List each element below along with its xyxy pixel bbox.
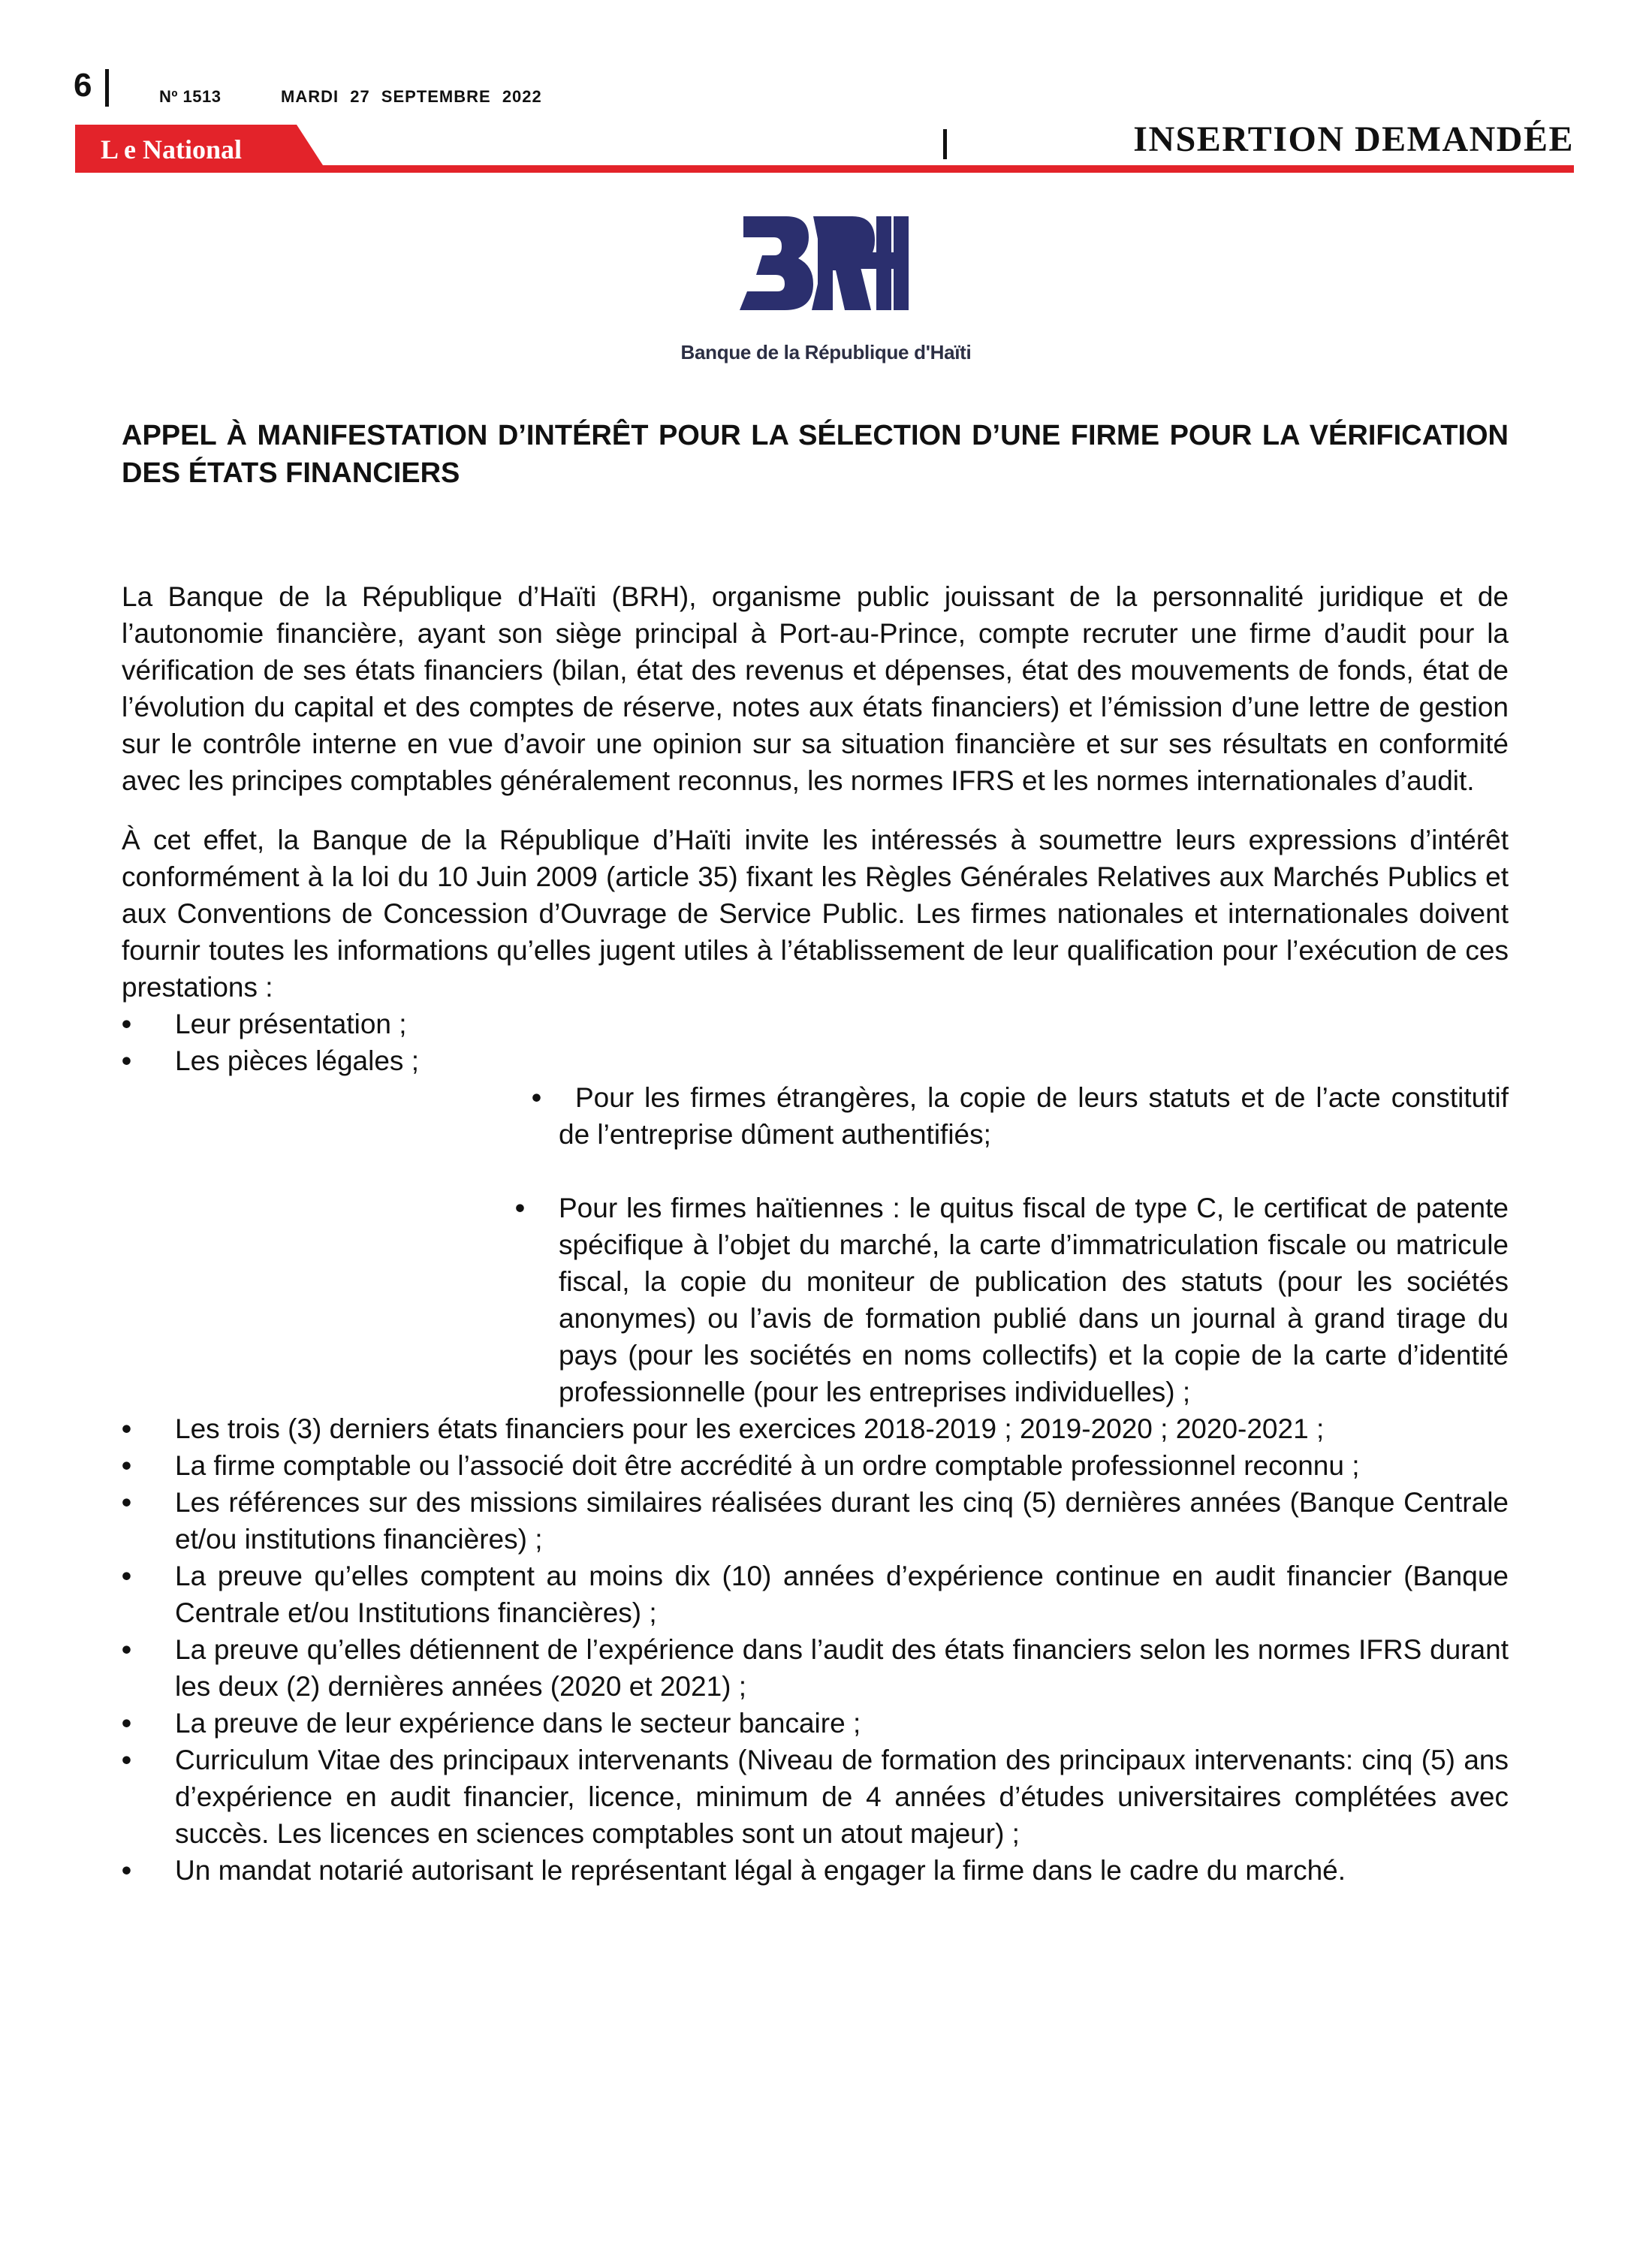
list-item: • La preuve qu’elles détiennent de l’expérience dans l’audit des états financiers selon les normes IFRS durant les deux (2) dernières années (2020 et 2021) ;	[122, 1631, 1509, 1705]
page-number: 6	[74, 67, 92, 104]
list-item: • Les trois (3) derniers états financiers pour les exercices 2018-2019 ; 2019-2020 ; 2020-2021 ;	[122, 1410, 1509, 1447]
brh-logo-icon	[740, 216, 909, 310]
list-item: • La preuve qu’elles comptent au moins dix (10) années d’expérience continue en audit financier (Banque Centrale et/ou Institutions financières) ;	[122, 1558, 1509, 1631]
paragraph-intro: La Banque de la République d’Haïti (BRH), organisme public jouissant de la personnalité juridique et de l’autonomie financière, ayant son siège principal à Port-au-Prince, compte recruter une firme d’audit pour la vérification de ses états financiers (bilan, état des revenus et dépenses, état des mouvements de fonds, état de l’évolution du capital et des comptes de réserve, notes aux états financiers) et l’émission d’une lettre de gestion sur le contrôle interne en vue d’avoir une opinion sur sa situation financière et sur ses résultats en conformité avec les principes comptables généralement reconnus, les normes IFRS et les normes internationales d’audit.	[122, 581, 1509, 796]
list-item: • Curriculum Vitae des principaux intervenants (Niveau de formation des principaux intervenants: cinq (5) ans d’expérience en audit financier, licence, minimum de 4 années d’études universitaires complétées avec succès. Les licences en sciences comptables sont un atout majeur) ;	[122, 1742, 1509, 1852]
logo-caption: Banque de la République d'Haïti	[680, 341, 972, 363]
paragraph-invitation: À cet effet, la Banque de la République d’Haïti invite les intéressés à soumettre leurs expressions d’intérêt conformément à la loi du 10 Juin 2009 (article 35) fixant les Règles Générales Relatives aux Marchés Publics et aux Conventions de Concession d’Ouvrage de Service Public. Les firmes nationales et internationales doivent fournir toutes les informations qu’elles jugent utiles à l’établissement de leur qualification pour l’exécution de ces prestations :	[122, 825, 1509, 1003]
list-item: • Leur présentation ;	[122, 1006, 1509, 1042]
issue-date: MARDI 27 SEPTEMBRE 2022	[281, 87, 542, 106]
list-item: • Pour les firmes étrangères, la copie de leurs statuts et de l’acte constitutif de l’entreprise dûment authentifiés;	[506, 1079, 1509, 1153]
header-divider	[943, 129, 947, 159]
list-item: • Un mandat notarié autorisant le représentant légal à engager la firme dans le cadre du marché.	[122, 1852, 1509, 1889]
notice-heading: APPEL À MANIFESTATION D’INTÉRÊT POUR LA SÉLECTION D’UNE FIRME POUR LA VÉRIFICATION DES ÉTATS FINANCIERS	[122, 420, 1509, 489]
list-item: • Pour les firmes haïtiennes : le quitus fiscal de type C, le certificat de patente spécifique à l’objet du marché, la carte d’immatriculation fiscale ou matricule fiscal, la copie du moniteur de publication des statuts (pour les sociétés anonymes) ou l’avis de formation publié dans un journal à grand tirage du pays (pour les sociétés en noms collectifs) et la copie de la carte d’identité professionnelle (pour les entreprises individuelles) ;	[506, 1190, 1509, 1410]
list-item: • Les pièces légales ;	[122, 1042, 1509, 1079]
issue-number: Nº 1513	[159, 87, 222, 106]
section-title: INSERTION DEMANDÉE	[1133, 119, 1574, 159]
list-item: • La firme comptable ou l’associé doit être accrédité à un ordre comptable professionnel reconnu ;	[122, 1447, 1509, 1484]
requirements-list-2	[122, 1410, 1509, 1889]
list-item: • Les références sur des missions similaires réalisées durant les cinq (5) dernières années (Banque Centrale et/ou institutions financières) ;	[122, 1484, 1509, 1558]
legal-documents-sublist	[506, 1079, 1509, 1410]
requirements-list-1	[122, 1006, 1509, 1079]
list-item: • La preuve de leur expérience dans le secteur bancaire ;	[122, 1705, 1509, 1742]
newspaper-brand: L e National	[101, 134, 243, 164]
notice-body	[122, 417, 1509, 1889]
page-number-divider	[105, 69, 109, 107]
